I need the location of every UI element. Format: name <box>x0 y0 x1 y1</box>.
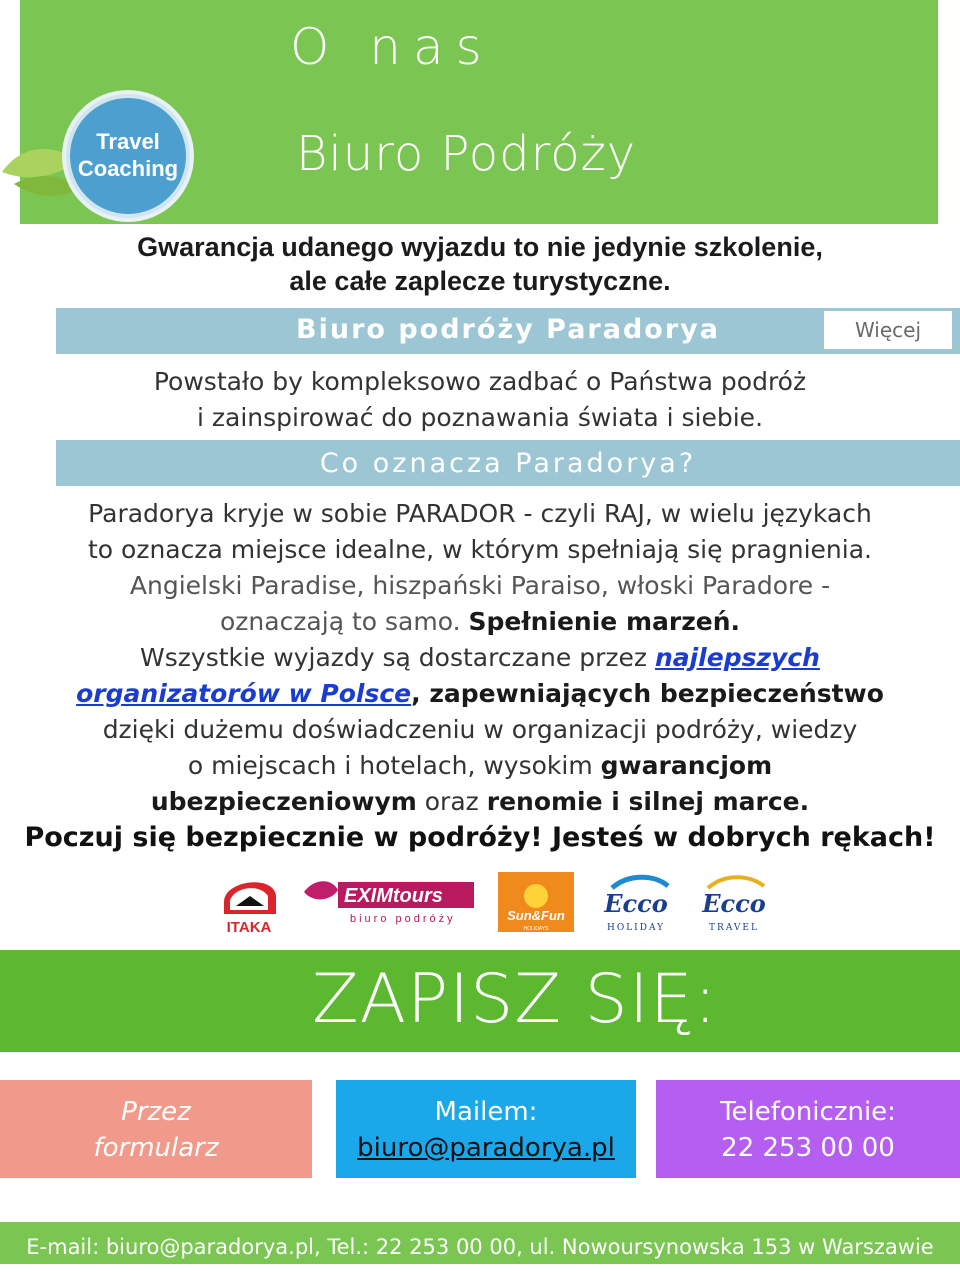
phone-label: Telefonicznie: <box>720 1097 896 1127</box>
section-title-paradorya: Biuro podróży Paradorya <box>296 314 720 345</box>
mail-label: Mailem: <box>434 1097 538 1127</box>
p1-line2: to oznacza miejsce idealne, w którym spełniają się pragnienia. <box>88 535 872 564</box>
signup-banner <box>0 950 960 1052</box>
p3-line5 <box>0 784 960 820</box>
p2-line2-text: oznaczają to samo. <box>219 607 461 636</box>
p3-line1 <box>0 640 960 676</box>
intro-text <box>0 364 960 436</box>
itaka-text: ITAKA <box>226 919 272 936</box>
p3-text-a: Wszystkie wyjazdy są dostarczane przez <box>140 643 647 672</box>
p3-text-d: o miejscach i hotelach, wysokim <box>187 751 593 780</box>
p3-text-g: oraz <box>424 787 479 816</box>
p3-text-b: , zapewniających bezpieczeństwo <box>411 679 884 708</box>
form-line1: Przez <box>121 1097 191 1127</box>
p1-line1: Paradorya kryje w sobie PARADOR - czyli RAJ, w wielu językach <box>88 499 872 528</box>
ecco-holiday-logo <box>592 866 680 938</box>
p3-text-f: ubezpieczeniowym <box>150 787 417 816</box>
section-band-meaning <box>56 440 960 486</box>
ecco-travel-text: Ecco <box>702 889 766 918</box>
ecco-holiday-text: Ecco <box>604 889 668 918</box>
phone-value[interactable]: 22 253 00 00 <box>721 1133 895 1163</box>
exim-text: EXIMtours <box>344 885 443 907</box>
tagline-line2: ale całe zaplecze turystyczne. <box>289 266 671 296</box>
organizers-link-part2[interactable]: organizatorów w Polsce <box>76 679 412 708</box>
ecco-holiday-sub: HOLIDAY <box>606 923 666 933</box>
itaka-logo <box>216 866 282 938</box>
meaning-text <box>0 496 960 820</box>
closing-statement: Poczuj się bezpiecznie w podróży! Jesteś w dobrych rękach! <box>24 822 936 853</box>
email-link[interactable]: biuro@paradorya.pl <box>357 1133 615 1163</box>
p3-text-h: renomie i silnej marce. <box>486 787 810 816</box>
logo-line2: Coaching <box>77 156 179 181</box>
email-contact-box <box>336 1080 636 1178</box>
sunfun-sub: HOLIDAYS <box>523 926 549 932</box>
organizers-link-part1[interactable]: najlepszych <box>654 643 820 672</box>
p2-line2 <box>0 604 960 640</box>
ecco-travel-sub: TRAVEL <box>709 923 759 933</box>
page-title: O nas <box>290 18 494 76</box>
footer: E-mail: biuro@paradorya.pl, Tel.: 22 253 00 00, ul. Nowoursynowska 153 w Warszawie <box>0 1222 960 1264</box>
ecco-travel-logo <box>694 866 774 938</box>
more-button[interactable]: Więcej <box>822 309 954 351</box>
p3-line3: dzięki dużemu doświadczeniu w organizacji podróży, wiedzy <box>102 715 858 744</box>
p2-line1: Angielski Paradise, hiszpański Paraiso, włoski Paradore - <box>129 571 831 600</box>
exim-sub: biuro podróży <box>350 913 456 925</box>
partner-logos <box>200 866 780 940</box>
tagline <box>0 230 960 298</box>
form-contact-box[interactable] <box>0 1080 312 1178</box>
page-subtitle: Biuro Podróży <box>296 126 637 182</box>
intro-line2: i zainspirować do poznawania świata i siebie. <box>196 403 764 432</box>
tagline-line1: Gwarancja udanego wyjazdu to nie jedynie szkolenie, <box>137 232 823 262</box>
phone-contact-box <box>656 1080 960 1178</box>
p3-text-e: gwarancjom <box>600 751 773 780</box>
logo-line1: Travel <box>96 129 160 154</box>
sun-fun-logo <box>496 866 576 938</box>
exim-tours-logo <box>298 866 478 938</box>
travel-coaching-logo <box>0 86 210 226</box>
signup-title: ZAPISZ SIĘ: <box>312 960 718 1039</box>
section-title-meaning: Co oznacza Paradorya? <box>319 448 697 479</box>
dream-fulfilment: Spełnienie marzeń. <box>468 607 741 636</box>
sunfun-text: Sun&Fun <box>507 908 565 923</box>
p3-line4 <box>0 748 960 784</box>
p3-line2 <box>0 676 960 712</box>
intro-line1: Powstało by kompleksowo zadbać o Państwa podróż <box>153 367 807 396</box>
form-line2: formularz <box>93 1133 219 1163</box>
